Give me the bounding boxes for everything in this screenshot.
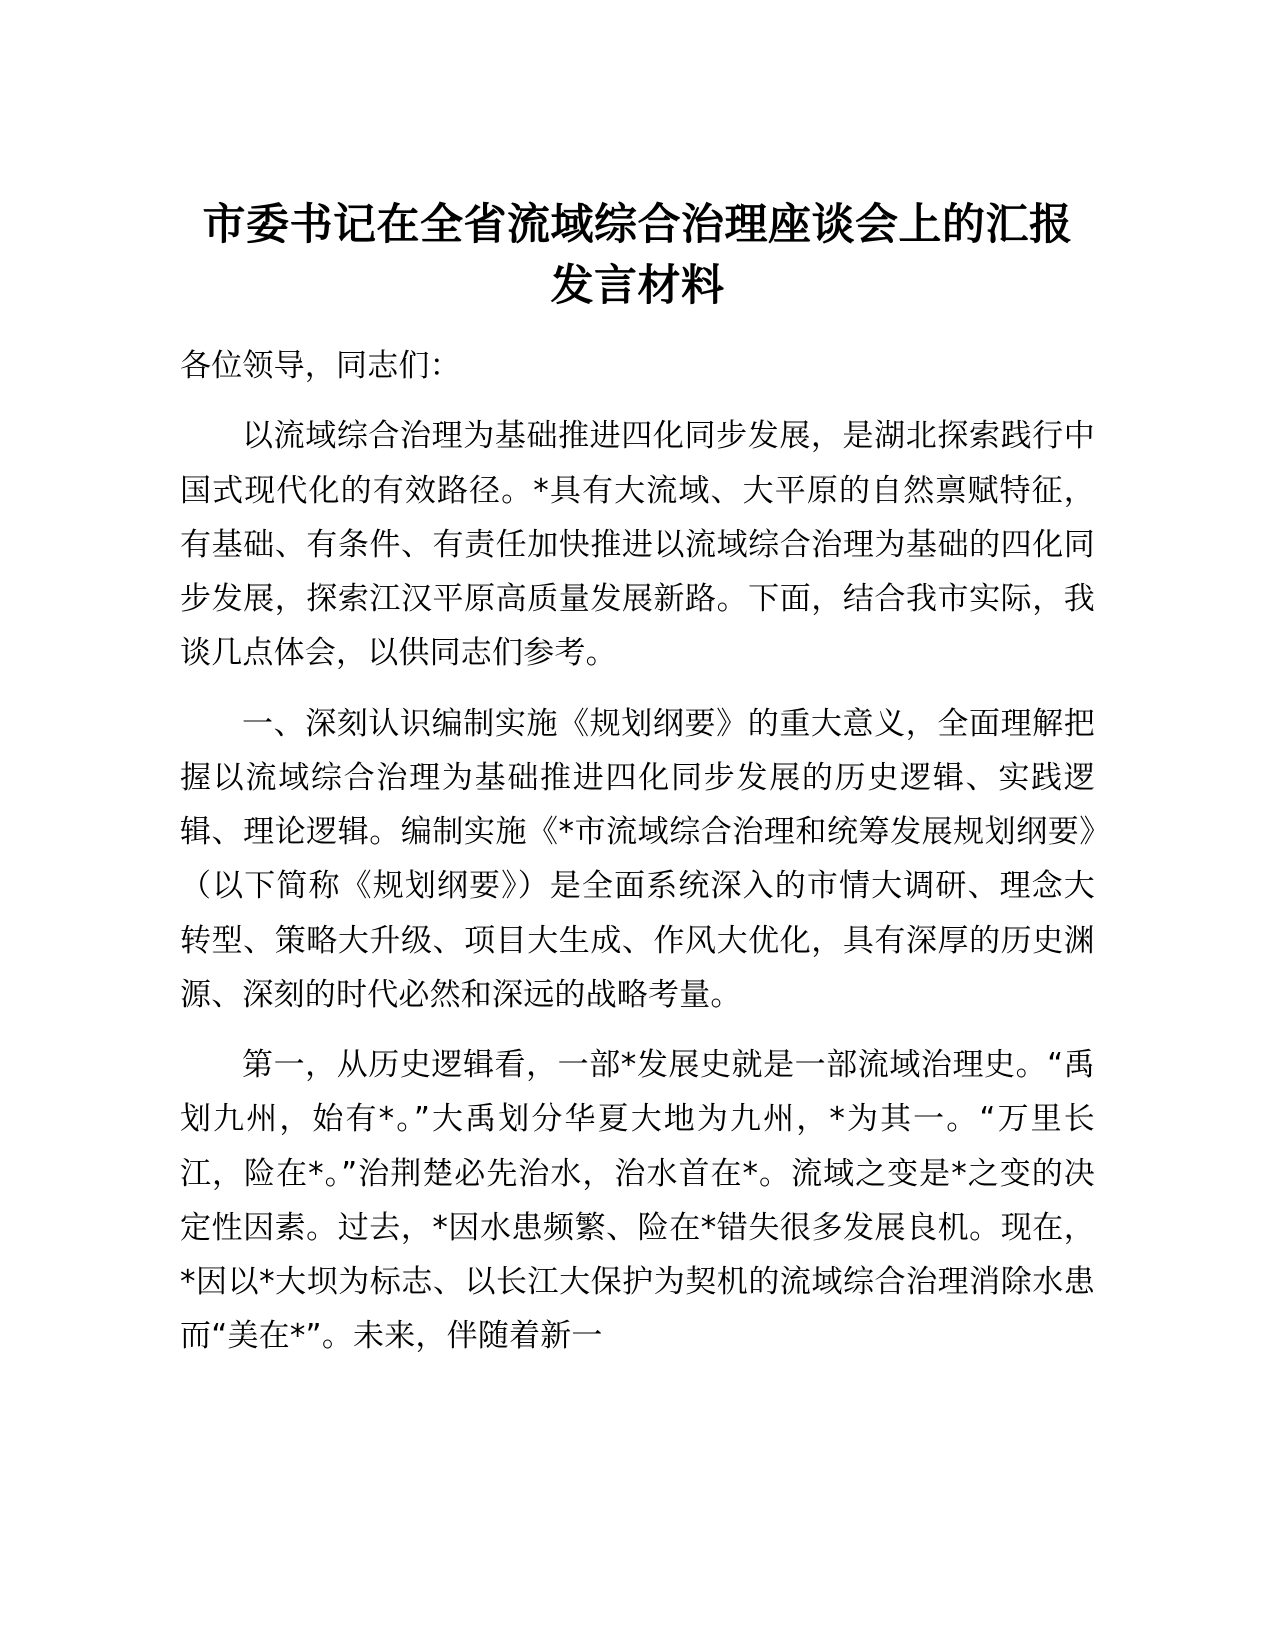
page-title: 市委书记在全省流域综合治理座谈会上的汇报发言材料 <box>202 200 1073 312</box>
body-paragraph-2: 一、深刻认识编制实施《规划纲要》的重大意义，全面理解把握以流域综合治理为基础推进四化同步发展的历史逻辑、实践逻辑、理论逻辑。编制实施《*市流域综合治理和统筹发展规划纲要》（以下简称《规划纲要》）是全面系统深入的市情大调研、理念大转型、策略大升级、项目大生成、作风大优化，具有深厚的历史渊源、深刻的时代必然和深远的战略考量。 <box>180 705 1095 1013</box>
body-paragraph-1: 以流域综合治理为基础推进四化同步发展，是湖北探索践行中国式现代化的有效路径。*具有大流域、大平原的自然禀赋特征，有基础、有条件、有责任加快推进以流域综合治理为基础的四化同步发展，探索江汉平原高质量发展新路。下面，结合我市实际，我谈几点体会，以供同志们参考。 <box>180 418 1095 672</box>
body-paragraph-3: 第一，从历史逻辑看，一部*发展史就是一部流域治理史。“禹划九州，始有*。”大禹划分华夏大地为九州，*为其一。“万里长江，险在*。”治荆楚必先治水，治水首在*。流域之变是*之变的决定性因素。过去，*因水患频繁、险在*错失很多发展良机。现在，*因以*大坝为标志、以长江大保护为契机的流域综合治理消除水患而“美在*”。未来，伴随着新一 <box>180 1047 1095 1355</box>
salutation-line: 各位领导，同志们： <box>180 348 461 385</box>
